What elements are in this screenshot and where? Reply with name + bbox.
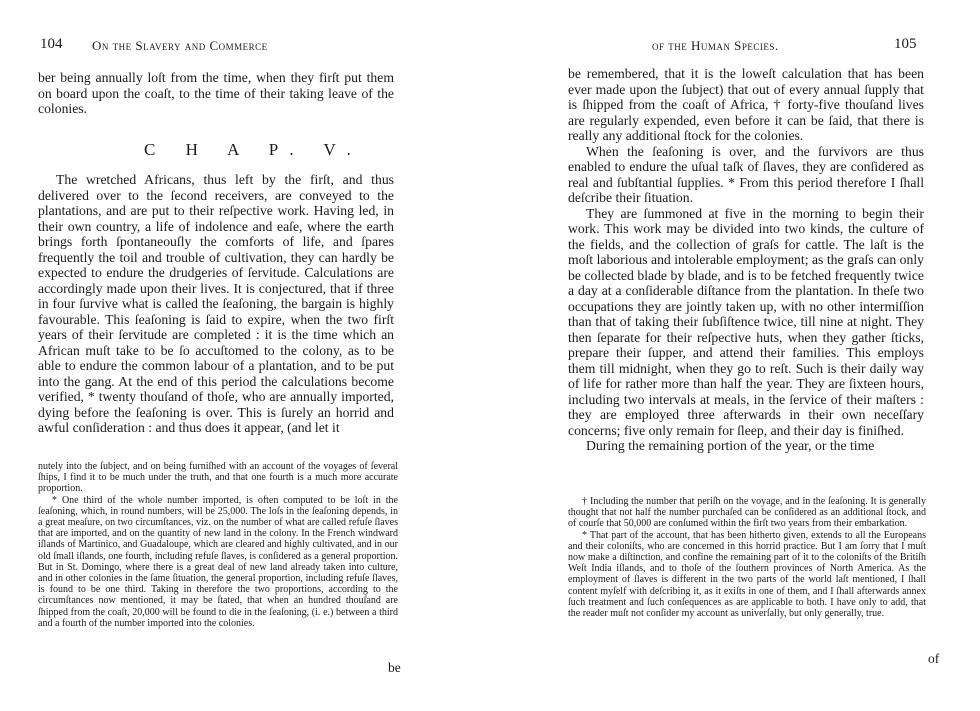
running-head: of the Human Species.: [652, 38, 779, 53]
chapter-text: [38, 172, 394, 436]
paragraph-3: They are ſummoned at five in the morning to begin their work. This work may be divided into two kinds, the culture of the fields, and the collection of graſs for cattle. The laſt is the moſt laborious and intolerable employment; as the graſs can only be collected blade by blade, and is to be fetched frequently twice a day at a conſiderable diſtance from the plantation. In theſe two occupations they are jointly taken up, with no other intermiſſion than that of taking their ſubſiſtence twice, till nine at night. They then ſeparate for their reſpective huts, when they gather ſticks, prepare their ſupper, and attend their families. This employs them till midnight, when they go to reſt. Such is their daily way of life for rather more than half the year. They are ſixteen hours, including two intervals at meals, in the ſervice of their maſters : they are employed three afterwards in their own neceſſary concerns; five only remain for ſleep, and their day is finiſhed.: [568, 205, 924, 438]
footnote-star: * That part of the account, that has been hitherto given, extends to all the Europeans and their coloniſts, who are concerned in this horrid practice. But I am ſorry that I muſt now make a diſtinction, and confine the remaining part of it to the coloniſts of the Britiſh Weſt India iſlands, and to thoſe of the ſouthern provinces of North America. As the employment of ſlaves is different in the two parts of the world laſt mentioned, I ſhall content myſelf with deſcribing it, as it exiſts in one of them, and I ſhall afterwards annex ſuch treatment and ſuch conſequences as are applicable to both. I have only to add, that the reader muſt not conſider my account as univerſally, but only generally, true.: [568, 529, 926, 620]
opening-paragraph: ber being annually loſt from the time, when they firſt put them on board upon the coaſt, to the time of their taking leave of the colonies.: [38, 70, 394, 116]
chapter-heading: C H A P. V.: [144, 140, 364, 159]
paragraph-4: During the remaining portion of the year, or the time: [586, 438, 875, 453]
footnotes: [38, 461, 398, 629]
footnote-dagger: † Including the number that periſh on the voyage, and in the ſeaſoning. It is generally thought that not half the number purchaſed can be conſidered as an additional ſtock, and of courſe that 50,000 are conſumed within the firſt two years from their embarkation.: [568, 496, 926, 530]
footnotes: [568, 496, 926, 619]
catchword: be: [388, 660, 401, 675]
text-block: [38, 70, 394, 117]
paragraph-2: When the ſeaſoning is over, and the ſurvivors are thus enabled to endure the uſual taſk of ſlaves, they are conſidered as real and ſubſtantial ſupplies. * From this period therefore I ſhall deſcribe their ſituation.: [568, 143, 924, 205]
footnote-continuation: nutely into the ſubject, and on being furniſhed with an account of the voyages of ſeveral ſhips, I find it to be much under the truth, and that one fourth is a much more accurate proportion.: [38, 461, 398, 495]
paragraph-1: be remembered, that it is the loweſt calculation that has been ever made upon the ſubject) that out of every annual ſupply that is ſhipped from the coaſt of Africa, † forty-five thouſand lives are regularly expended, even before it can be ſaid, that there is really any additional ſtock for the colonies.: [568, 66, 924, 143]
catchword: of: [928, 651, 940, 666]
page-number: 105: [894, 36, 917, 52]
footnote: * One third of the whole number imported, is often computed to be loſt in the ſeaſoning, which, in round numbers, will be 25,000. The loſs in the ſeaſoning depends, in a great meaſure, on two circumſtances, viz. on the number of what are called refuſe ſlaves that are imported, and on the quantity of new land in the colony. In the French windward iſlands of Martinico, and Guadaloupe, which are cleared and highly cultivated, and in our old ſmall iſlands, one fourth, including refuſe ſlaves, is conſidered as a general proportion. But in St. Domingo, where there is a great deal of new land already taken into culture, and in other colonies in the ſame ſituation, the general proportion, including refuſe ſlaves, is found to be one third. Taking in therefore the two proportions, according to the circumſtances now mentioned, it may be ſtated, that when an hundred thouſand are ſhipped from the coaſt, 20,000 will be found to die in the ſeaſoning, (i. e.) between a third and a fourth of the number imported into the colonies.: [38, 494, 398, 629]
page-number: 104: [40, 36, 63, 52]
right-page: [490, 0, 980, 711]
running-head: On the Slavery and Commerce: [92, 38, 268, 53]
text-block: [568, 66, 924, 454]
chapter-paragraph: The wretched Africans, thus left by the firſt, and thus delivered over to the ſecond receivers, are conveyed to the plantations, and are put to their reſpective work. Having led, in their own country, a life of indolence and eaſe, where the earth brings forth ſpontaneouſly the comforts of life, and ſpares frequently the toil and trouble of cultivation, they can hardly be expected to endure the drudgeries of ſervitude. Calculations are accordingly made upon their lives. It is conjectured, that if three in four ſurvive what is called the ſeaſoning, the bargain is highly favourable. This ſeaſoning is ſaid to expire, when the two firſt years of their ſervitude are completed : it is the time which an African muſt take to be ſo accuſtomed to the colony, as to be able to endure the common labour of a plantation, and to be put into the gang. At the end of this period the calculations become verified, * twenty thouſand of thoſe, who are annually imported, dying before the ſeaſoning is over. This is ſurely an horrid and awful conſideration : and thus does it appear, (and let it: [38, 172, 394, 435]
